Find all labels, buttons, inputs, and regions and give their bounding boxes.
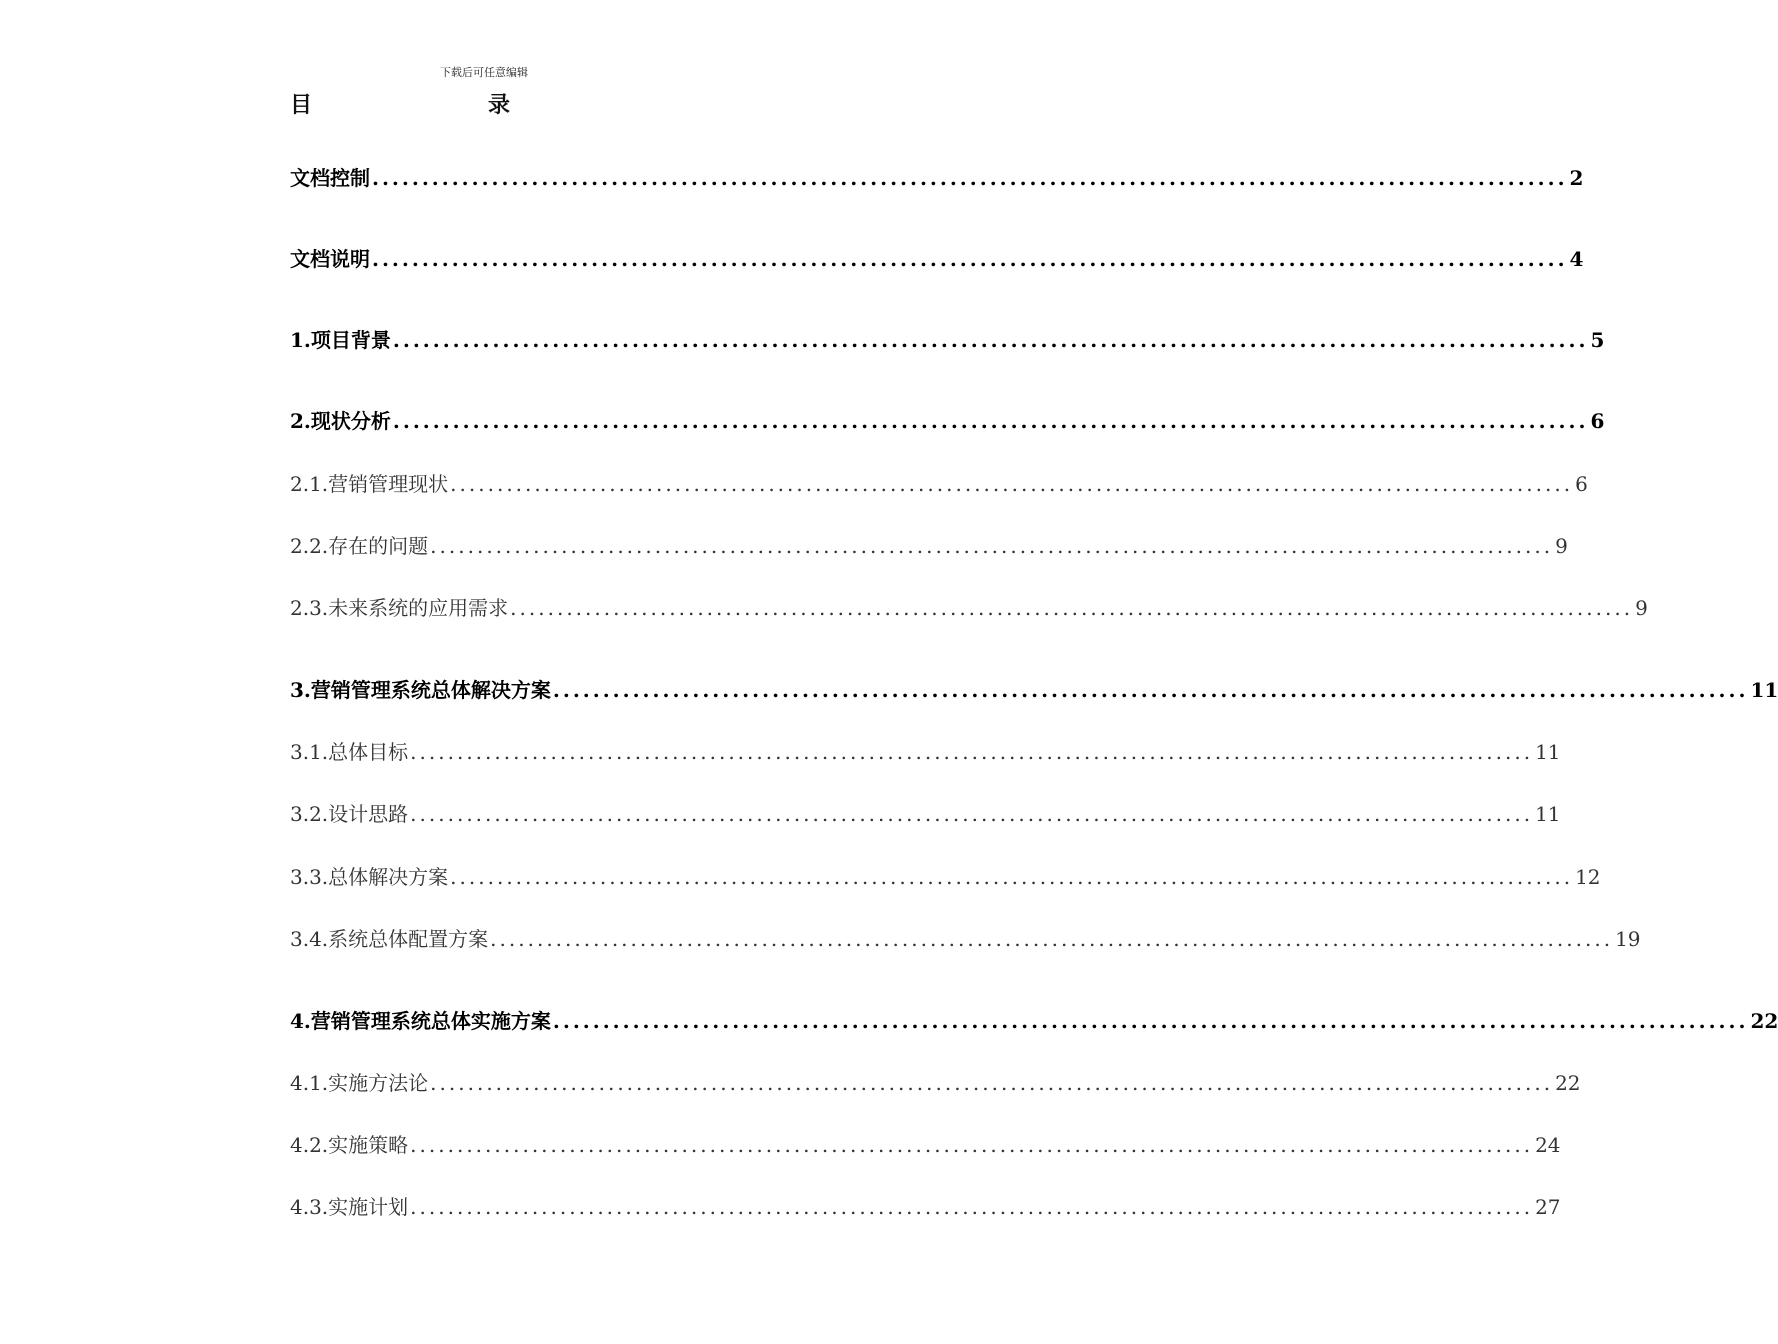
toc-entry-label: 总体目标	[328, 740, 409, 764]
toc-entry-page: 5	[1590, 328, 1605, 352]
dot-leader: ........................................................................................................................	[552, 678, 1749, 702]
dot-leader: ........................................................................................................................	[392, 328, 1589, 352]
toc-entry-page: 11	[1535, 740, 1561, 764]
toc-entry[interactable]	[290, 798, 1561, 827]
toc-entry[interactable]	[290, 468, 1588, 497]
toc-entry-number: 3.3.	[290, 865, 329, 889]
toc-entry[interactable]	[290, 1067, 1581, 1096]
toc-entry-label: 文档控制	[290, 166, 370, 190]
dot-leader: ........................................................................................................................	[510, 596, 1634, 620]
dot-leader: ........................................................................................................................	[410, 1195, 1534, 1219]
toc-entry-number: 2.2.	[290, 534, 329, 558]
toc-entry-label: 营销管理现状	[328, 472, 449, 496]
toc-entry-number: 3.4.	[290, 927, 329, 951]
toc-entry-page: 6	[1590, 409, 1605, 433]
toc-entry-number: 4.3.	[290, 1195, 329, 1219]
toc-entry-page: 27	[1535, 1195, 1561, 1219]
toc-entry-number: 3.1.	[290, 740, 329, 764]
toc-entry[interactable]	[290, 1129, 1561, 1158]
dot-leader: ........................................................................................................................	[490, 927, 1614, 951]
dot-leader: ........................................................................................................................	[410, 1133, 1534, 1157]
toc-entry-number: 4.	[290, 1009, 311, 1033]
toc-entry-number: 4.1.	[290, 1071, 329, 1095]
toc-entry[interactable]	[290, 736, 1561, 765]
dot-leader: ........................................................................................................................	[410, 802, 1534, 826]
toc-entry-number: 4.2.	[290, 1133, 329, 1157]
dot-leader: ........................................................................................................................	[392, 409, 1589, 433]
toc-entry-page: 22	[1750, 1009, 1778, 1033]
toc-entry-label: 现状分析	[310, 409, 391, 433]
toc-entry-label: 实施计划	[328, 1195, 409, 1219]
dot-leader: ........................................................................................................................	[372, 247, 1568, 271]
toc-entry-label: 设计思路	[328, 802, 409, 826]
toc-entry[interactable]	[290, 162, 1584, 191]
toc-entry-page: 12	[1575, 865, 1601, 889]
toc-title-right: 录	[487, 92, 510, 118]
toc-entry[interactable]	[290, 1005, 1778, 1034]
toc-entry-number: 1.	[290, 328, 311, 352]
toc-entry-page: 2	[1569, 166, 1584, 190]
toc-entry-label: 未来系统的应用需求	[328, 596, 509, 620]
toc-entry[interactable]	[290, 861, 1601, 890]
toc-entry-label: 存在的问题	[328, 534, 429, 558]
dot-leader: ........................................................................................................................	[450, 472, 1574, 496]
toc-entry-number: 2.1.	[290, 472, 329, 496]
dot-leader: ........................................................................................................................	[430, 534, 1554, 558]
toc-entry[interactable]	[290, 592, 1648, 621]
toc-entry[interactable]	[290, 674, 1778, 703]
toc-entry-page: 6	[1575, 472, 1588, 496]
dot-leader: ........................................................................................................................	[372, 166, 1568, 190]
toc-entry-page: 22	[1555, 1071, 1581, 1095]
toc-entry-label: 实施策略	[328, 1133, 409, 1157]
toc-entry-number: 2.	[290, 409, 311, 433]
toc-entry-page: 24	[1535, 1133, 1561, 1157]
toc-entry-page: 11	[1750, 678, 1778, 702]
header-note: 下载后可任意编辑	[440, 66, 528, 79]
toc-entry-page: 9	[1555, 534, 1568, 558]
dot-leader: ........................................................................................................................	[410, 740, 1534, 764]
toc-entry-label: 总体解决方案	[328, 865, 449, 889]
toc-entry-label: 文档说明	[290, 247, 370, 271]
toc-entry[interactable]	[290, 1191, 1561, 1220]
toc-title	[290, 88, 510, 118]
toc-entry-number: 2.3.	[290, 596, 329, 620]
toc-entry[interactable]	[290, 530, 1568, 559]
toc-entry-label: 系统总体配置方案	[328, 927, 489, 951]
toc-entry-label: 项目背景	[310, 328, 391, 352]
dot-leader: ........................................................................................................................	[552, 1009, 1749, 1033]
toc-entry-number: 3.	[290, 678, 311, 702]
toc-entry[interactable]	[290, 405, 1605, 434]
toc-entry-label: 营销管理系统总体实施方案	[310, 1009, 551, 1033]
toc-entry-number: 3.2.	[290, 802, 329, 826]
toc-entry-page: 11	[1535, 802, 1561, 826]
dot-leader: ........................................................................................................................	[430, 1071, 1554, 1095]
toc-entry-label: 实施方法论	[328, 1071, 429, 1095]
toc-title-left: 目	[290, 92, 313, 118]
toc-entry-page: 9	[1635, 596, 1648, 620]
toc-entry[interactable]	[290, 923, 1641, 952]
toc-entry[interactable]	[290, 324, 1605, 353]
toc-entry-page: 19	[1615, 927, 1641, 951]
toc-entry[interactable]	[290, 243, 1584, 272]
dot-leader: ........................................................................................................................	[450, 865, 1574, 889]
toc-entry-label: 营销管理系统总体解决方案	[310, 678, 551, 702]
toc-entry-page: 4	[1569, 247, 1584, 271]
